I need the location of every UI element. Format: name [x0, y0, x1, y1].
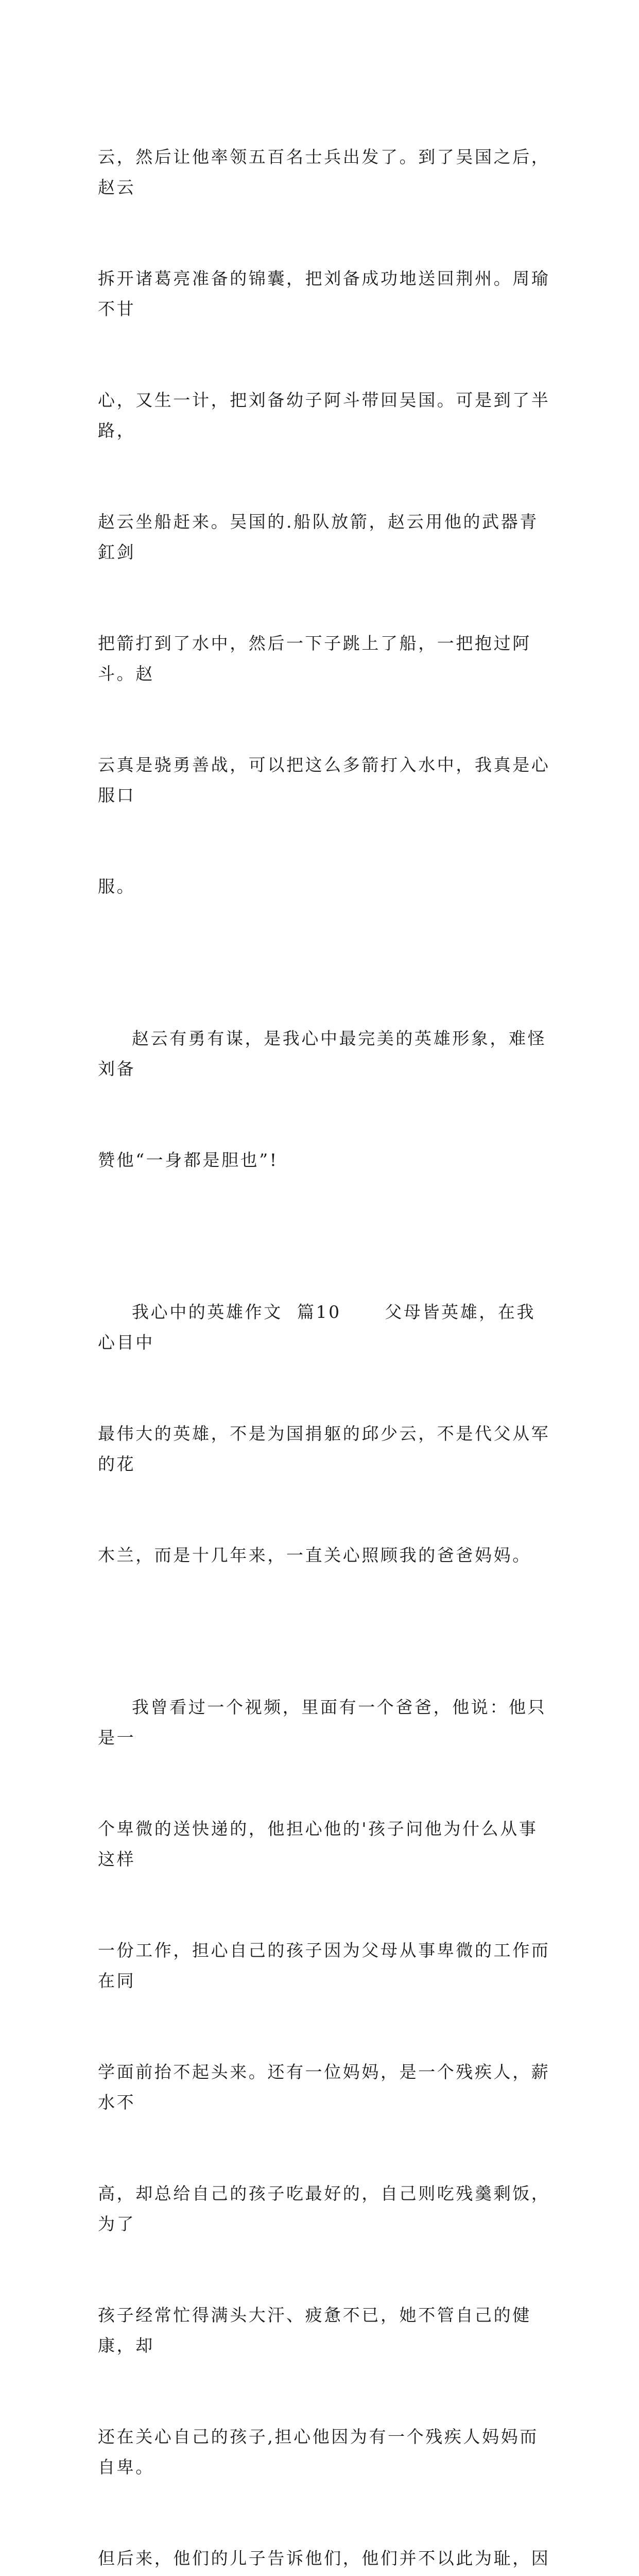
paragraph-essay-10-intro — [98, 1236, 551, 1631]
text-line: 心，又生一计，把刘备幼子阿斗带回吴国。可是到了半路， — [98, 390, 550, 440]
text-line: 赵云有勇有谋，是我心中最完美的英雄形象，难怪刘备 — [98, 1028, 547, 1079]
text-line: 最伟大的英雄，不是为国捐躯的邱少云，不是代父从军的花 — [98, 1423, 550, 1474]
text-line: 服。 — [98, 876, 136, 896]
text-line: 高，却总给自己的孩子吃最好的，自己则吃残羹剩饭，为了 — [98, 2183, 550, 2234]
text-line: 我心中的英雄作文 篇10 父母皆英雄，在我心目中 — [98, 1302, 536, 1352]
text-line: 木兰，而是十几年来，一直关心照顾我的爸爸妈妈。 — [98, 1545, 531, 1565]
document-body — [98, 81, 551, 2576]
text-line: 云，然后让他率领五百名士兵出发了。到了吴国之后，赵云 — [98, 147, 550, 197]
text-line: 学面前抬不起头来。还有一位妈妈，是一个残疾人，薪水不 — [98, 2062, 550, 2112]
text-line: 赵云坐船赶来。吴国的.船队放箭，赵云用他的武器青釭剑 — [98, 512, 539, 562]
text-line: 孩子经常忙得满头大汗、疲惫不已，她不管自己的健康，却 — [98, 2305, 531, 2355]
text-line: 但后来，他们的儿子告诉他们，他们并不以此为耻，因 — [98, 2548, 550, 2568]
text-line: 一份工作，担心自己的孩子因为父母从事卑微的工作而在同 — [98, 1940, 550, 1991]
paragraph-zhao-yun-story — [98, 81, 551, 962]
text-line: 个卑微的送快递的，他担心他的'孩子问他为什么从事这样 — [98, 1819, 538, 1869]
paragraph-video-story — [98, 1631, 551, 2576]
text-line: 把箭打到了水中，然后一下子跳上了船，一把抱过阿斗。赵 — [98, 633, 531, 684]
text-line: 拆开诸葛亮准备的锦囊，把刘备成功地送回荆州。周瑜不甘 — [98, 268, 550, 319]
text-line: 云真是骁勇善战，可以把这么多箭打入水中，我真是心服口 — [98, 755, 550, 805]
text-line: 我曾看过一个视频，里面有一个爸爸，他说：他只是一 — [98, 1697, 547, 1748]
text-line: 还在关心自己的孩子,担心他因为有一个残疾人妈妈而自卑。 — [98, 2427, 539, 2477]
paragraph-zhao-yun-conclusion — [98, 962, 551, 1236]
text-line: 赞他“一身都是胆也”! — [98, 1150, 279, 1170]
